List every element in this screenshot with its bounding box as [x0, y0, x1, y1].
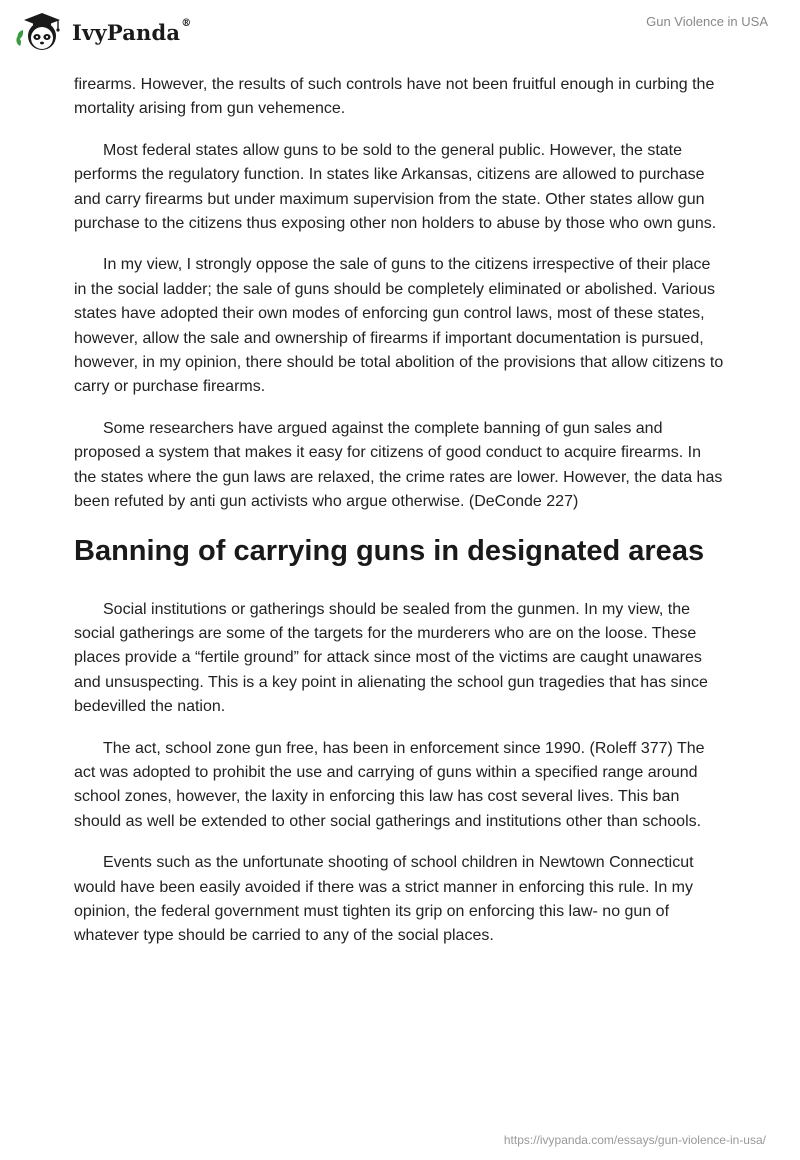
essay-body [74, 73, 724, 966]
document-title: Gun Violence in USA [646, 14, 768, 29]
paragraph: The act, school zone gun free, has been in enforcement since 1990. (Roleff 377) The act was adopted to prohibit the use and carrying of guns within a specified range around school zones, however, the laxity in enforcing this law has cost several lives. This ban should as well be extended to other social gatherings and institutions other than schools. [74, 739, 705, 830]
paragraph-continued: firearms. However, the results of such controls have not been fruitful enough in curbing the mortality arising from gun vehemence. [74, 76, 715, 118]
logo-text: IvyPanda® [72, 17, 192, 45]
panda-graduate-icon [14, 10, 66, 54]
page-header [0, 0, 800, 70]
paragraph: Events such as the unfortunate shooting of school children in Newtown Connecticut would have been easily avoided if there was a strict manner in enforcing this rule. In my opinion, the federal government must tighten its grip on enforcing this law- no gun of whatever type should be carried to any of the social places. [74, 854, 694, 945]
paragraph: Social institutions or gatherings should be sealed from the gunmen. In my view, the social gatherings are some of the targets for the murderers who are on the loose. These places provide a “fertile ground” for attack since most of the victims are caught unawares and unsuspecting. This is a key point in alienating the school gun tragedies that has since bedevilled the nation. [74, 600, 708, 716]
paragraph: Most federal states allow guns to be sold to the general public. However, the state performs the regulatory function. In states like Arkansas, citizens are allowed to purchase and carry firearms but under maximum supervision from the state. Other states allow gun purchase to the citizens thus exposing other non holders to abuse by those who own guns. [74, 141, 717, 233]
source-url[interactable]: https://ivypanda.com/essays/gun-violence-in-usa/ [503, 1133, 766, 1147]
paragraph: Some researchers have argued against the complete banning of gun sales and proposed a system that makes it easy for citizens of good conduct to acquire firearms. In the states where the gun laws are relaxed, the crime rates are lower. However, the data has been refuted by anti gun activists who argue otherwise. (DeConde 227) [74, 419, 723, 511]
ivypanda-logo[interactable] [14, 10, 191, 54]
registered-mark: ® [181, 17, 192, 29]
section-heading: Banning of carrying guns in designated areas [74, 534, 705, 567]
paragraph: In my view, I strongly oppose the sale of guns to the citizens irrespective of their place in the social ladder; the sale of guns should be completely eliminated or abolished. Various states have adopted their own modes of enforcing gun control laws, most of these states, however, allow the sale and ownership of firearms if important documentation is pursued, however, in my opinion, there should be total abolition of the provisions that allow citizens to carry or purchase firearms. [74, 256, 724, 396]
